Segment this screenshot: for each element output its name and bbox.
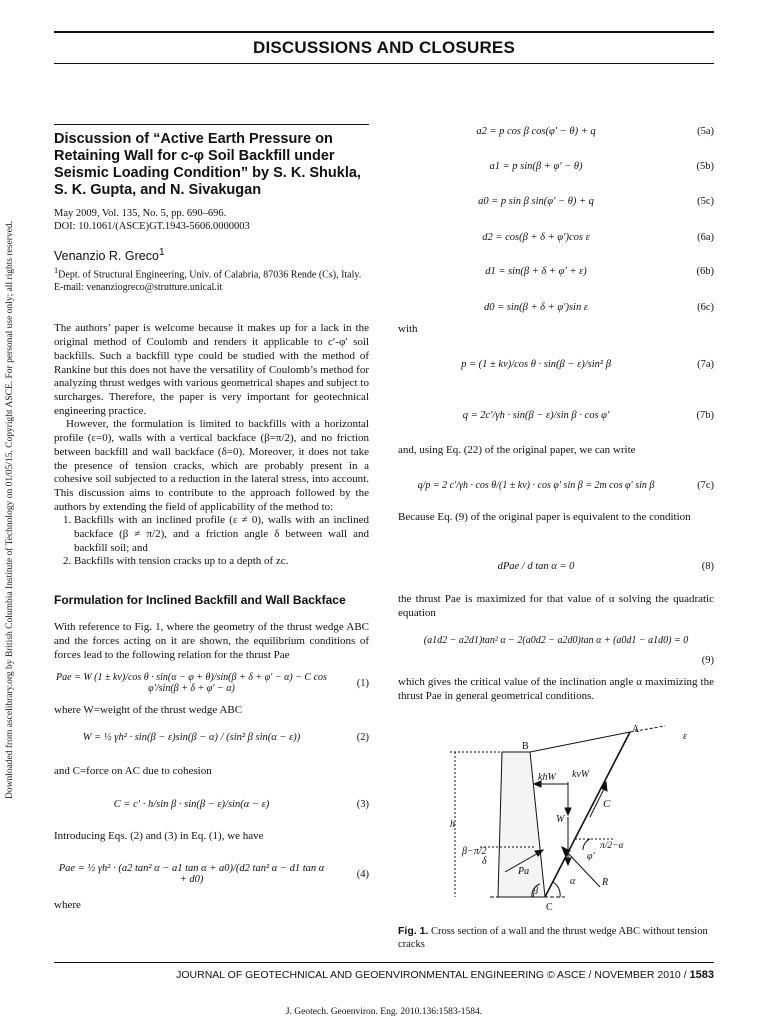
backfill-surface [530, 732, 630, 752]
equation-6b: d1 = sin(β + δ + φ′ + ε) (6b) [485, 266, 714, 277]
label-beta-pi2: β−π/2 [462, 846, 487, 857]
list-item: 2. Backfills with tension cracks up to a depth of zc. [74, 555, 369, 569]
label-epsilon: ε [683, 731, 687, 742]
label-W: W [556, 814, 565, 825]
extension-list [54, 514, 369, 569]
label-pi2-alpha: π/2−α [600, 841, 624, 851]
equation-4: Pae = ½ γh² · (a2 tan² α − a1 tan α + a0)/(d2 tan² α − d1 tan α + d0) (4) [58, 863, 369, 886]
because-text: Because Eq. (9) of the original paper is equivalent to the condition [398, 511, 691, 523]
equation-9-number: (9) [701, 655, 714, 666]
and-c-text: and C=force on AC due to cohesion [54, 764, 212, 777]
equation-7a: p = (1 ± kv)/cos θ · sin(β − ε)/sin² β (7a) [461, 359, 714, 370]
page-number: 1583 [689, 969, 714, 981]
figure-caption [398, 925, 714, 951]
figure-thrust-wedge [420, 722, 710, 917]
equation-5a: a2 = p cos β cos(φ′ − θ) + q (5a) [476, 126, 714, 137]
article-title: Discussion of “Active Earth Pressure on Retaining Wall for c-φ Soil Backfill under Seismic Loading Condition” by S. K. Shukla, S. K. Gupta, and N. Sivakugan [54, 131, 361, 198]
article-issue: May 2009, Vol. 135, No. 5, pp. 690–696. [54, 208, 227, 219]
paragraph-intro: The authors’ paper is welcome because it makes up for a lack in the original method of Coulomb and renders it applicable to c′-φ′ soil backfills. Such a backfill type could be studied with the method of Rankine but this does not have the versatility of Coulomb’s method for analyzing thrust wedges with various geometrical shapes and subject to surcharges. Therefore, the paper is very important for geotechnical engineering practice. [54, 322, 369, 417]
where-w-text: where W=weight of the thrust wedge ABC [54, 704, 243, 717]
label-delta: δ [482, 856, 487, 867]
figure-caption-text: Cross section of a wall and the thrust wedge ABC without tension cracks [398, 926, 708, 950]
equation-7c: q/p = 2 c′/γh · cos θ/(1 ± kv) · cos φ′ sin β = 2m cos φ′ sin β (7c) [417, 480, 714, 491]
label-C: C [546, 902, 553, 913]
paragraph-reference: With reference to Fig. 1, where the geometry of the thrust wedge ABC and the forces acting on it are shown, the equilibrium conditions of forces lead to the following relation for the thrust Pae [54, 621, 369, 661]
list-item: 1. Backfills with an inclined profile (ε ≠ 0), walls with an inclined backface (β ≠ π/2), and a friction angle δ between wall and backfill soil; and [74, 514, 369, 555]
thrust-text: the thrust Pae is maximized for that value of α solving the quadratic equation [398, 593, 714, 619]
download-notice [0, 185, 20, 835]
label-h: h [450, 819, 455, 830]
equation-3: C = c′ · h/sin β · sin(β − ε)/sin(α − ε) (3) [113, 798, 369, 810]
section-header: DISCUSSIONS AND CLOSURES [252, 38, 516, 57]
with-text: with [398, 323, 418, 335]
author-name: Venanzio R. Greco$^1$ [54, 247, 165, 264]
subsection-heading: Formulation for Inclined Backfill and Wall Backface [54, 593, 346, 608]
using-text: and, using Eq. (22) of the original paper, we can write [398, 444, 636, 456]
citation-line: J. Geotech. Geoenviron. Eng. 2010.136:1583-1584. [285, 1007, 483, 1017]
title-rule [54, 124, 369, 125]
article-doi: DOI: 10.1061/(ASCE)GT.1943-5606.0000003 [54, 221, 250, 232]
label-A: A [632, 724, 640, 735]
equation-5b: a1 = p sin(β + φ′ − θ) (5b) [489, 161, 714, 172]
equation-6a: d2 = cos(β + δ + φ′)cos ε (6a) [482, 232, 714, 243]
equation-5c: a0 = p sin β sin(φ′ − θ) + q (5c) [478, 196, 714, 207]
download-notice-text: Downloaded from ascelibrary.org by British Columbia Institute of Technology on 01/05/15. Copyright ASCE. For personal use only; all rights reserved. [5, 220, 15, 800]
label-B: B [522, 741, 529, 752]
paragraph-limitations: However, the formulation is limited to backfills with a horizontal profile (ε=0), walls with a vertical backface (β=π/2), and no friction between backfill and wall backface (δ=0). Moreover, it does not take the presence of tension cracks, which are probably present in a cohesive soil subjected to a reduction in the lateral stress, into account. This discussion aims to contribute to the approach followed by the authors by extending the field of applicability of the method to: [54, 418, 369, 513]
equation-7b: q = 2c′/γh · sin(β − ε)/sin β · cos φ′ (7b) [462, 410, 714, 421]
weight-arrowhead [565, 858, 571, 865]
alpha-arc [553, 882, 560, 897]
equation-1: Pae = W (1 ± kv)/cos θ · sin(α − φ + θ)/sin(β + δ + φ′ − α) − C cos φ′/sin(β + δ + φ′ − α) (1) [56, 672, 369, 695]
phi-arc [583, 839, 590, 850]
equation-9: (a1d2 − a2d1)tan² α − 2(a0d2 − a2d0)tan α + (a0d1 − a1d0) = 0 [423, 635, 689, 646]
kvW-arrowhead [565, 808, 571, 815]
label-R: R [602, 877, 609, 888]
label-beta: β [533, 886, 538, 897]
label-phi: φ' [587, 851, 595, 862]
label-C-force: C [603, 798, 611, 810]
intro-text: Introducing Eqs. (2) and (3) in Eq. (1), we have [54, 829, 264, 842]
equation-6c: d0 = sin(β + δ + φ′)sin ε (6c) [484, 302, 714, 313]
author-affiliation: $^1$Dept. of Structural Engineering, Univ. of Calabria, 87036 Rende (Cs), Italy. E-mail: venanziogreco@strutture.unical.it [54, 266, 362, 293]
label-alpha: α [570, 876, 576, 887]
left-column [54, 124, 369, 913]
equation-2: W = ½ γh² · sin(β − ε)sin(β − α) / (sin² β sin(α − ε)) (2) [82, 731, 369, 743]
figure-caption-label: Fig. 1. [398, 925, 429, 937]
label-kvW: kvW [572, 769, 590, 780]
footer-rule [54, 962, 714, 963]
which-text: which gives the critical value of the inclination angle α maximizing the thrust Pae in general geometrical conditions. [398, 676, 714, 702]
label-khW: khW [538, 772, 556, 783]
equation-8: dPae / d tan α = 0 (8) [497, 561, 714, 572]
journal-footer: JOURNAL OF GEOTECHNICAL AND GEOENVIRONMENTAL ENGINEERING © ASCE / NOVEMBER 2010 / 1583 [176, 969, 714, 981]
where-text: where [54, 899, 81, 912]
label-Pa: Pa [518, 866, 530, 877]
